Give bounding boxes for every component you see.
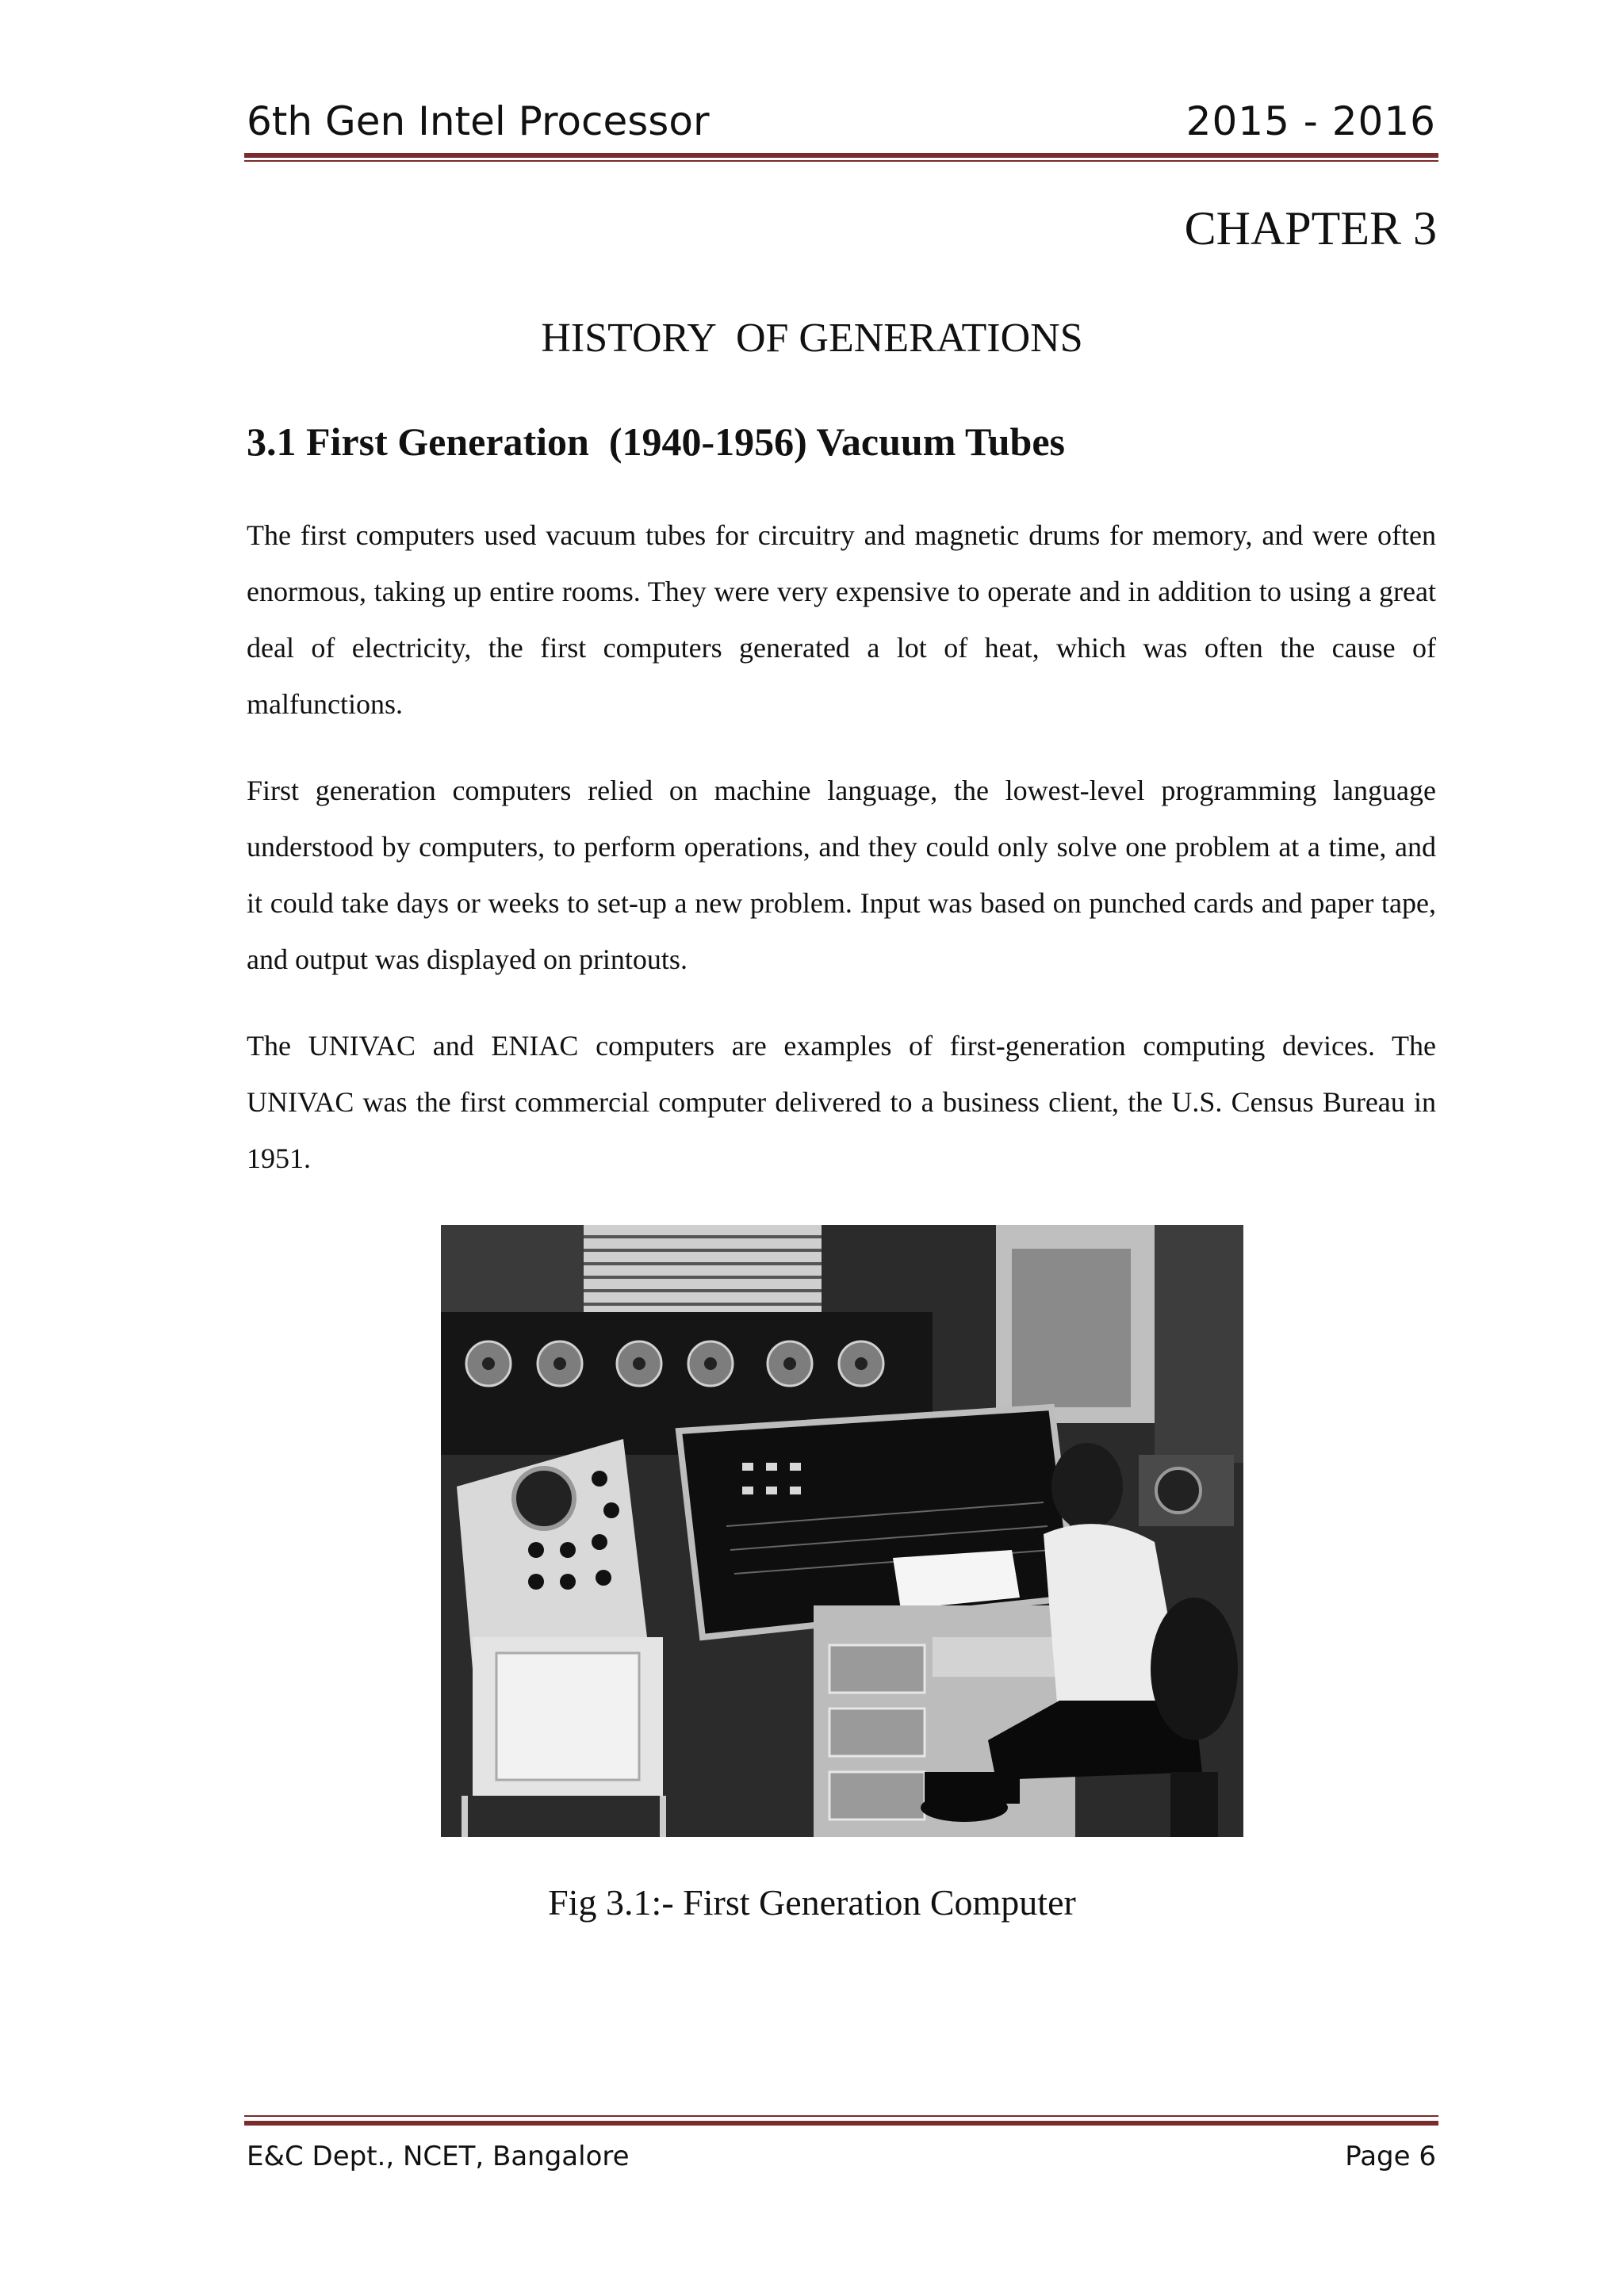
first-generation-computer-photo: [441, 1225, 1243, 1837]
footer-rule-thin: [244, 2115, 1438, 2117]
header-year: 2015 - 2016: [1185, 98, 1436, 144]
footer-page-number: Page 6: [1345, 2141, 1436, 2172]
footer-department: E&C Dept., NCET, Bangalore: [247, 2141, 630, 2172]
paragraph-2: First generation computers relied on machine language, the lowest-level programming language understood by computers, to perform operations, and they could only solve one problem at a time, and it could take days or weeks to set-up a new problem. Input was based on punched cards and paper tape, and output was displayed on printouts.: [247, 775, 1436, 975]
page-header: [247, 94, 1436, 149]
chapter-label: CHAPTER 3: [1184, 202, 1437, 254]
chapter-title: HISTORY OF GENERATIONS: [541, 316, 1083, 361]
footer-rule-thick: [244, 2121, 1438, 2126]
figure-caption: Fig 3.1:- First Generation Computer: [548, 1882, 1076, 1923]
paragraph-1: The first computers used vacuum tubes for circuitry and magnetic drums for memory, and were often enormous, taking up entire rooms. They were very expensive to operate and in addition to using a great deal of electricity, the first computers generated a lot of heat, which was often the cause of malfunctions.: [247, 519, 1436, 720]
page-footer: [247, 2133, 1436, 2180]
header-title: 6th Gen Intel Processor: [247, 98, 710, 144]
header-rule-thick: [244, 153, 1438, 158]
paragraph-3: The UNIVAC and ENIAC computers are examples of first-generation computing devices. The UNIVAC was the first commercial computer delivered to a business client, the U.S. Census Bureau in 1951.: [247, 1030, 1436, 1174]
header-rule-thin: [244, 160, 1438, 162]
section-heading: 3.1 First Generation (1940-1956) Vacuum Tubes: [247, 419, 1066, 464]
